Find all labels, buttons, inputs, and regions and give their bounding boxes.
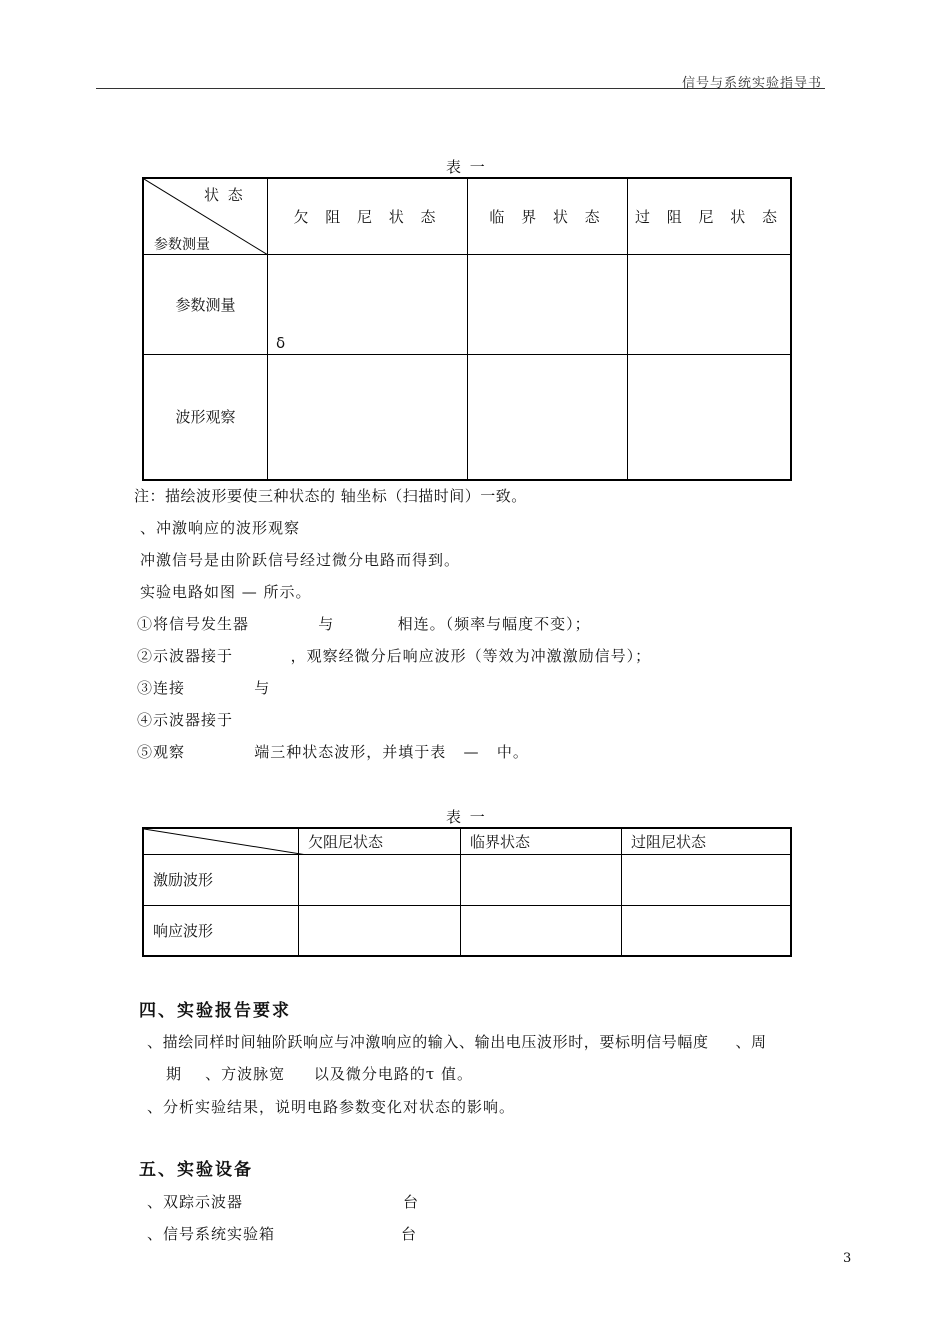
table2-col-underdamped: 欠阻尼状态: [299, 828, 461, 854]
table1-caption: 表 一: [446, 158, 487, 176]
table1-cell: [268, 354, 468, 480]
table2-cell: [622, 854, 792, 905]
table1-cell: [628, 354, 792, 480]
diagonal-line: [144, 829, 307, 855]
table1: [142, 177, 792, 481]
table1-row-label: 波形观察: [143, 354, 268, 480]
table2-col-overdamped: 过阻尼状态: [622, 828, 792, 854]
table1-row-label: 参数测量: [143, 254, 268, 354]
table2-cell: [461, 905, 622, 956]
section4-item1-line1: 、描绘同样时间轴阶跃响应与冲激响应的输入、输出电压波形时，要标明信号幅度 、周: [147, 1033, 767, 1051]
impulse-step-5: ⑤观察 端三种状态波形，并填于表 — 中。: [137, 743, 529, 761]
table1-col-critical: 临 界 状 态: [468, 178, 628, 254]
impulse-line2: 实验电路如图 — 所示。: [140, 583, 312, 601]
table2: [142, 827, 792, 957]
table2-cell: [622, 905, 792, 956]
table1-note: 注：描绘波形要使三种状态的 轴坐标（扫描时间）一致。: [134, 487, 527, 505]
table1-col-overdamped: 过 阻 尼 状 态: [628, 178, 792, 254]
section4-item2: 、分析实验结果，说明电路参数变化对状态的影响。: [147, 1098, 516, 1116]
impulse-step-4: ④示波器接于: [137, 711, 234, 729]
table1-cell: [468, 254, 628, 354]
table1-cell: [468, 354, 628, 480]
delta-symbol: δ: [276, 333, 286, 352]
equipment-item-name: 、信号系统实验箱: [147, 1225, 276, 1243]
table2-row-label: 激励波形: [143, 854, 299, 905]
header-title: 信号与系统实验指导书: [681, 76, 822, 91]
table1-cell: [268, 254, 468, 354]
impulse-step-1: ①将信号发生器 与 相连。（频率与幅度不变）；: [137, 615, 591, 633]
section5-title: 五、实验设备: [139, 1160, 253, 1180]
table2-cell: [299, 905, 461, 956]
page-number: 3: [843, 1251, 852, 1266]
impulse-step-3: ③连接 与: [137, 679, 271, 697]
table2-cell: [299, 854, 461, 905]
table1-corner-top: 状 态: [204, 186, 245, 204]
table1-cell: [628, 254, 792, 354]
equipment-item-unit: 台: [401, 1225, 418, 1243]
table1-corner-bottom: 参数测量: [154, 237, 210, 253]
table1-col-underdamped: 欠 阻 尼 状 态: [268, 178, 468, 254]
impulse-line1: 冲激信号是由阶跃信号经过微分电路而得到。: [140, 551, 461, 569]
table2-cell: [461, 854, 622, 905]
table1-corner-cell: [143, 178, 268, 254]
table2-corner-cell: [143, 828, 299, 854]
table2-col-critical: 临界状态: [461, 828, 622, 854]
section4-title: 四、实验报告要求: [139, 1001, 291, 1021]
table2-caption: 表 一: [446, 808, 487, 826]
impulse-heading: 、冲激响应的波形观察: [140, 519, 301, 537]
equipment-item-unit: 台: [403, 1193, 420, 1211]
equipment-item-name: 、双踪示波器: [147, 1193, 244, 1211]
section4-item1-line2: 期 、方波脉宽 以及微分电路的τ 值。: [166, 1065, 473, 1083]
impulse-step-2: ②示波器接于 ，观察经微分后响应波形（等效为冲激激励信号）；: [137, 647, 652, 665]
header-rule: [96, 88, 825, 89]
table2-row-label: 响应波形: [143, 905, 299, 956]
